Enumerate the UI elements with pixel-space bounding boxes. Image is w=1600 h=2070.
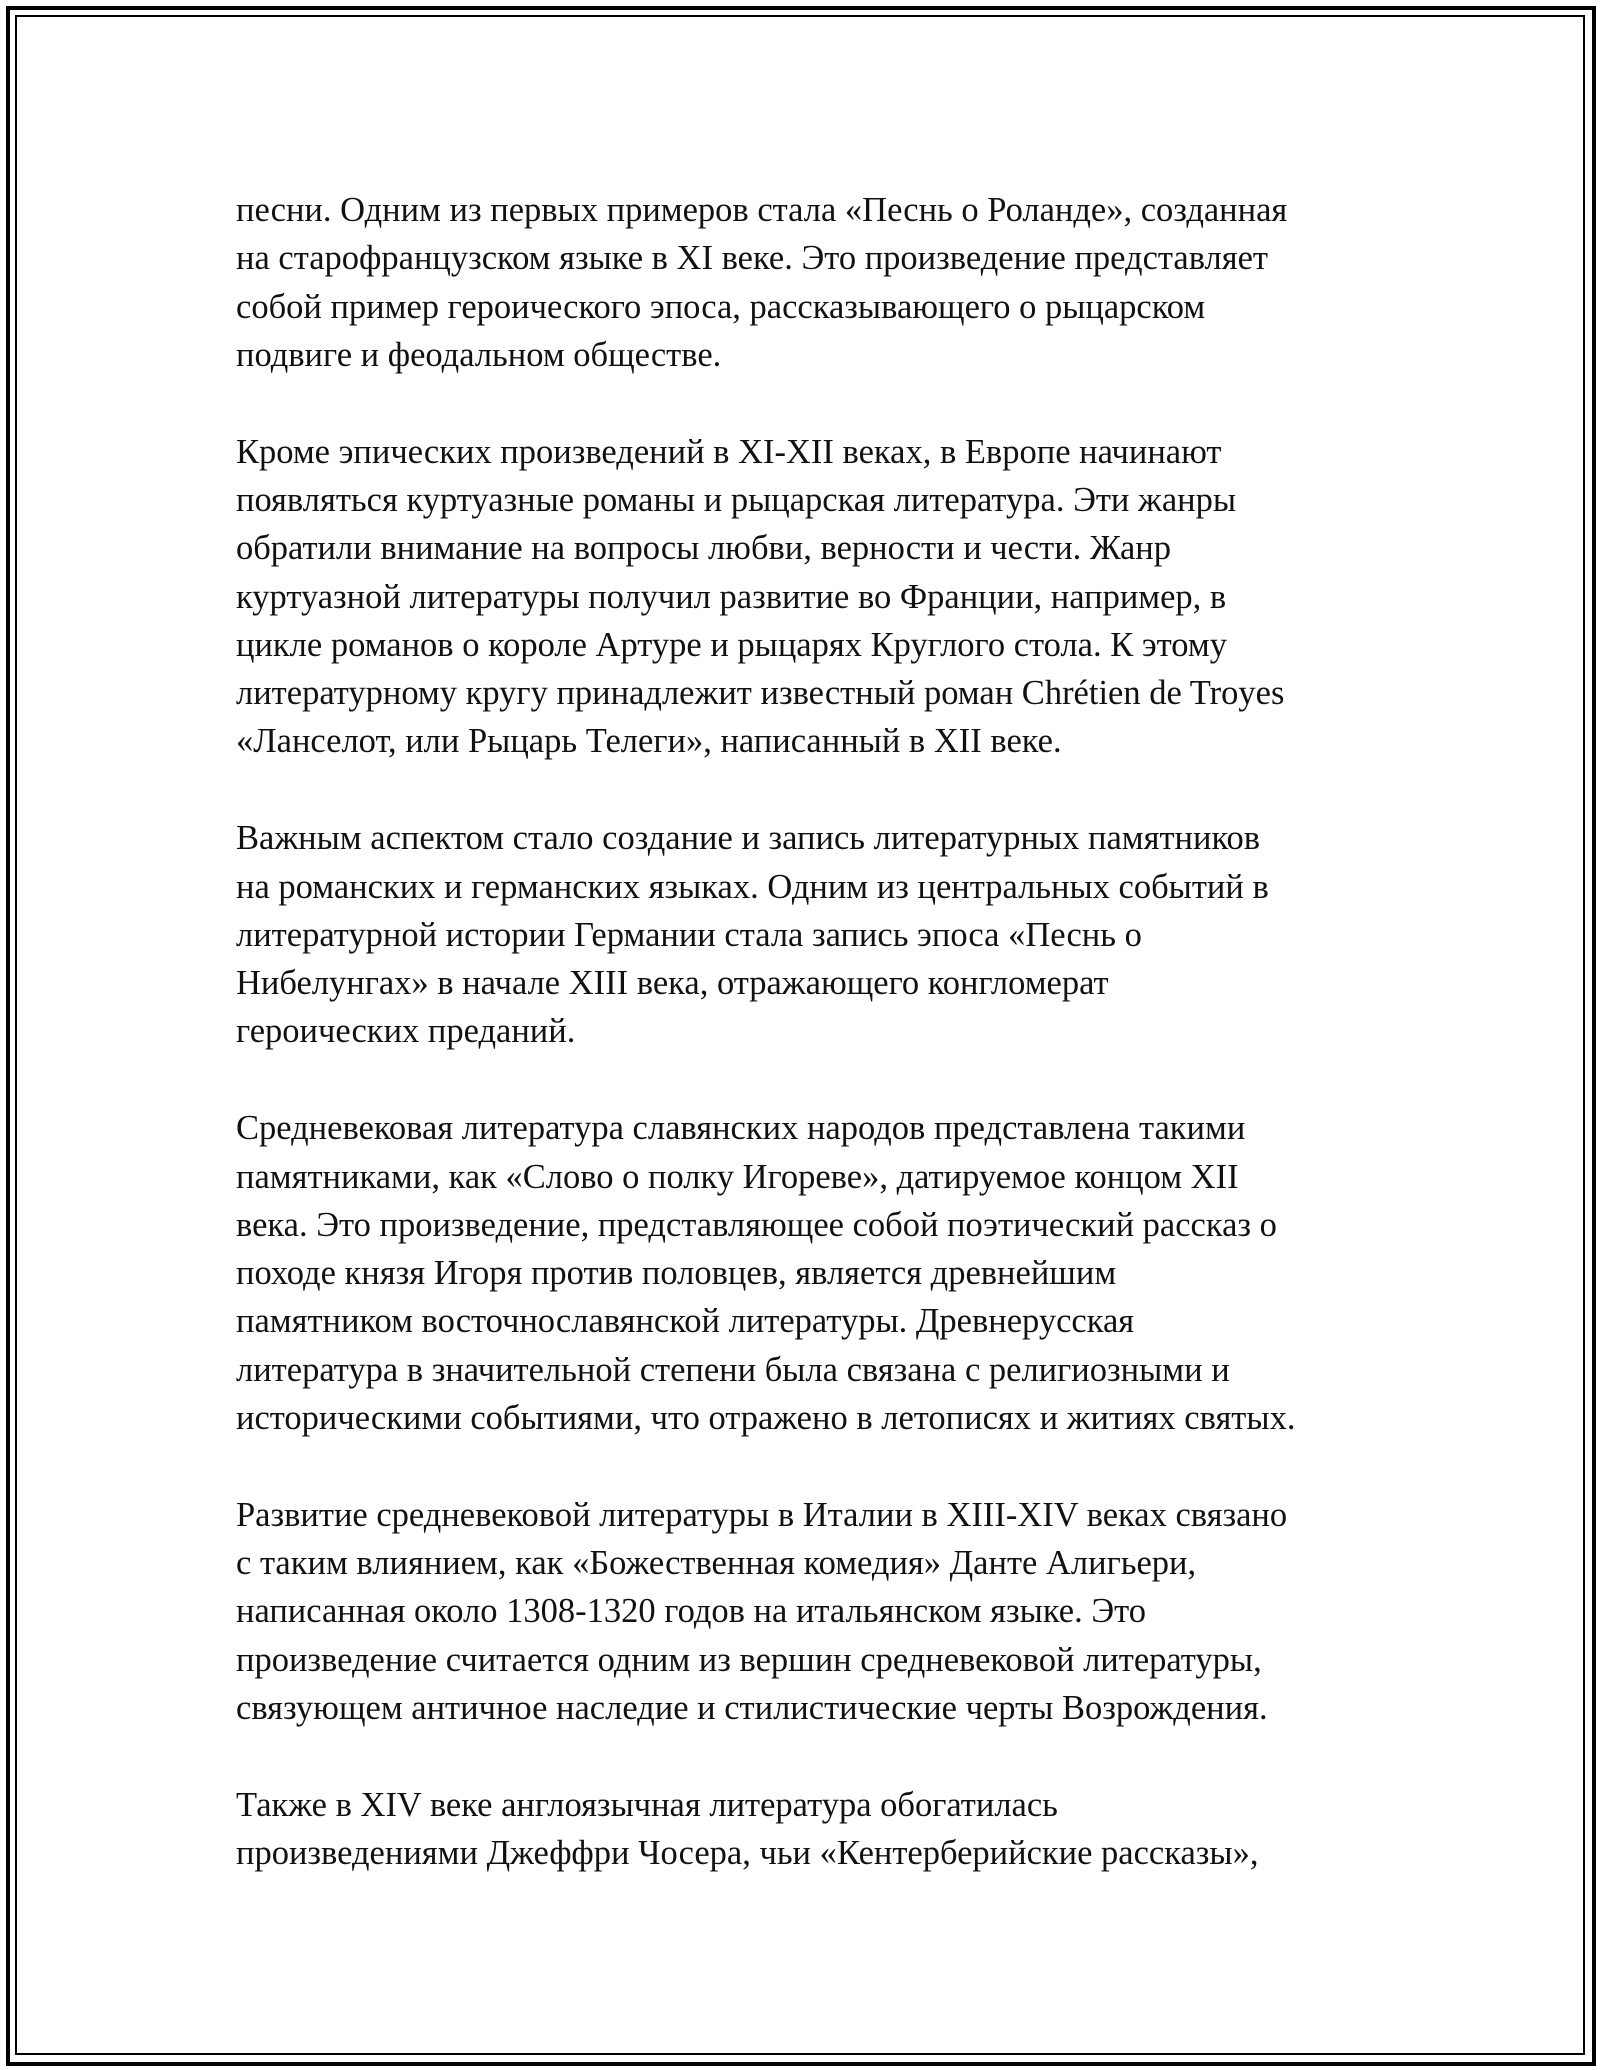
text-line: появляться куртуазные романы и рыцарская литература. Эти жанры <box>236 480 1237 519</box>
text-line: связующем античное наследие и стилистические черты Возрождения. <box>236 1689 1268 1728</box>
text-line: Кроме эпических произведений в XI-XII веках, в Европе начинают <box>236 432 1222 471</box>
text-line: собой пример героического эпоса, рассказывающего о рыцарском <box>236 287 1206 326</box>
text-line: «Ланселот, или Рыцарь Телеги», написанный в XII веке. <box>236 722 1062 761</box>
paragraph <box>236 1781 1376 1878</box>
text-line: литература в значительной степени была связана с религиозными и <box>236 1350 1230 1389</box>
text-line: памятниками, как «Слово о полку Игореве», датируемое концом XII <box>236 1157 1239 1196</box>
text-line: века. Это произведение, представляющее собой поэтический рассказ о <box>236 1205 1277 1244</box>
text-line: героических преданий. <box>236 1012 576 1051</box>
text-line: на романских и германских языках. Одним из центральных событий в <box>236 867 1269 906</box>
text-line: на старофранцузском языке в XI веке. Это произведение представляет <box>236 239 1269 278</box>
text-line: Средневековая литература славянских народов представлена такими <box>236 1109 1246 1148</box>
text-line: произведениями Джеффри Чосера, чьи «Кентерберийские рассказы», <box>236 1834 1259 1873</box>
text-line: подвиге и феодальном обществе. <box>236 335 722 374</box>
text-line: написанная около 1308-1320 годов на итальянском языке. Это <box>236 1592 1146 1631</box>
text-line: Важным аспектом стало создание и запись литературных памятников <box>236 819 1261 858</box>
text-line: литературному кругу принадлежит известный роман Chrétien de Troyes <box>236 674 1285 713</box>
text-line: Развитие средневековой литературы в Италии в XIII-XIV веках связано <box>236 1495 1288 1534</box>
text-line: куртуазной литературы получил развитие во Франции, например, в <box>236 577 1227 616</box>
text-line: походе князя Игоря против половцев, является древнейшим <box>236 1254 1117 1293</box>
text-line: песни. Одним из первых примеров стала «Песнь о Роланде», созданная <box>236 191 1288 229</box>
paragraph <box>236 814 1376 1055</box>
text-line: произведение считается одним из вершин средневековой литературы, <box>236 1640 1262 1679</box>
text-line: цикле романов о короле Артуре и рыцарях Круглого стола. К этому <box>236 625 1227 664</box>
text-line: памятником восточнославянской литературы. Древнерусская <box>236 1302 1135 1341</box>
text-line: историческими событиями, что отражено в летописях и житиях святых. <box>236 1399 1296 1438</box>
text-line: Также в XIV веке англоязычная литература обогатилась <box>236 1785 1058 1824</box>
paragraph <box>236 1104 1376 1442</box>
paragraph <box>236 1491 1376 1732</box>
paragraph <box>236 186 1376 379</box>
text-line: с таким влиянием, как «Божественная комедия» Данте Алигьери, <box>236 1544 1197 1583</box>
text-line: Нибелунгах» в начале XIII века, отражающего конгломерат <box>236 964 1109 1003</box>
text-line: литературной истории Германии стала запись эпоса «Песнь о <box>236 915 1142 954</box>
text-line: обратили внимание на вопросы любви, верности и чести. Жанр <box>236 529 1171 568</box>
document-body <box>236 186 1376 1926</box>
paragraph <box>236 428 1376 766</box>
